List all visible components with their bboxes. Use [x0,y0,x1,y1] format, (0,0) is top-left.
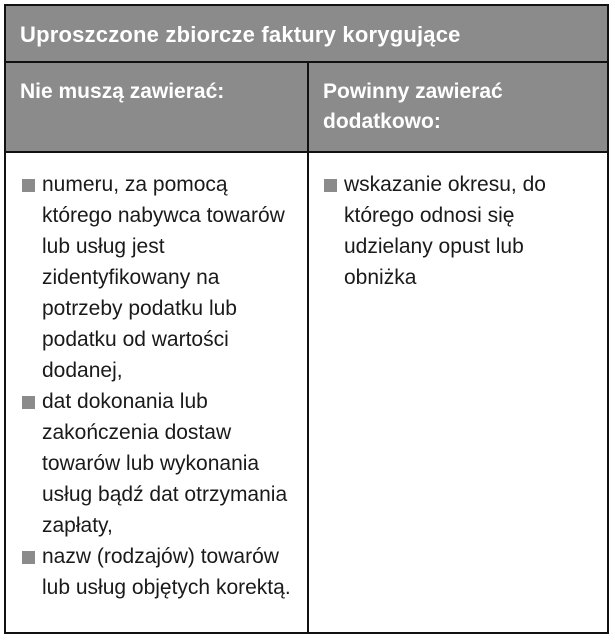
info-table [4,4,609,634]
list-item-text: nazw (rodzajów) towarów lub usług objętych korektą. [42,545,291,599]
table-title: Uproszczone zbiorcze faktury korygujące [6,6,607,63]
additionally-required-list [309,153,607,632]
not-required-list [6,153,309,632]
square-bullet-icon [22,551,35,564]
list-item-text: wskazanie okresu, do którego odnosi się udzielany opust lub obniżka [344,173,546,289]
list-item [324,169,597,293]
list-item [22,541,297,603]
square-bullet-icon [22,396,35,409]
column-header-additionally-required: Powinny zawierać dodatkowo: [309,63,607,153]
list-item [22,169,297,386]
list-item-text: dat dokonania lub zakończenia dostaw towarów lub wykonania usług bądź dat otrzymania zapłaty, [42,390,288,537]
column-header-not-required: Nie muszą zawierać: [6,63,309,153]
list-item-text: numeru, za pomocą którego nabywca towarów lub usług jest zidentyfikowany na potrzeby podatku lub podatku od wartości dodanej, [42,173,285,382]
square-bullet-icon [324,179,337,192]
square-bullet-icon [22,179,35,192]
list-item [22,386,297,541]
